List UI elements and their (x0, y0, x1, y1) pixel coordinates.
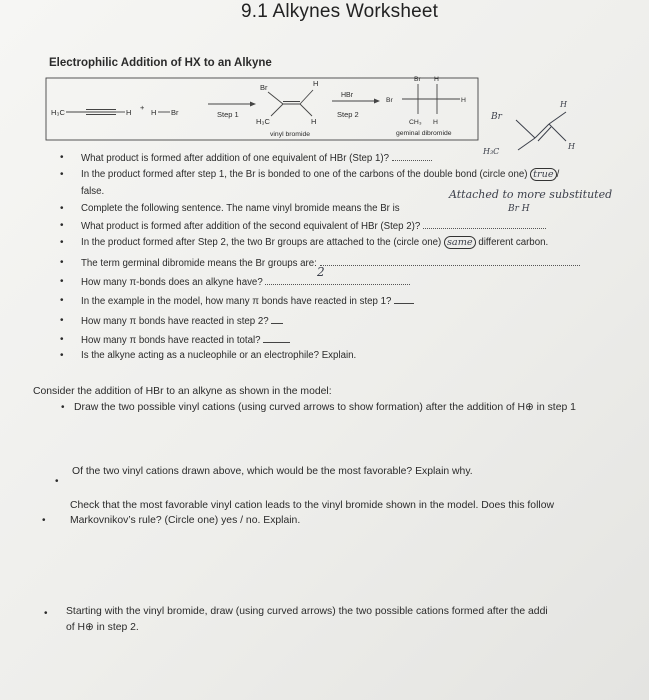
part2-question-4: Starting with the vinyl bromide, draw (using curved arrows) the two possible cations formed after the addi of H⊕ in step 2. (66, 606, 548, 633)
section-heading: Electrophilic Addition of HX to an Alkyne (49, 57, 272, 69)
answer-blank (392, 152, 432, 161)
answer-blank (271, 315, 283, 324)
svg-text:H: H (433, 119, 438, 126)
question-2: In the product formed after step 1, the Br is bonded to one of the carbons of the double bond (circle one) true / (81, 169, 560, 180)
svg-text:H: H (151, 108, 157, 117)
question-11: Is the alkyne acting as a nucleophile or an electrophile? Explain. (81, 350, 357, 361)
svg-text:Br: Br (171, 108, 179, 117)
answer-blank (394, 295, 414, 304)
bullet: • (60, 152, 64, 163)
svg-text:Step 2: Step 2 (337, 110, 359, 119)
svg-text:Br: Br (491, 112, 502, 122)
svg-text:H₃C: H₃C (483, 147, 500, 156)
svg-text:Br: Br (414, 76, 421, 83)
part2-question-2: Of the two vinyl cations drawn above, which would be the most favorable? Explain why. (72, 466, 473, 477)
handwritten-vinyl-bromide (516, 112, 566, 150)
svg-text:CH₃: CH₃ (409, 119, 422, 126)
question-6: The term germinal dibromide means the Br groups are: (81, 257, 580, 269)
bullet: • (60, 350, 64, 361)
bullet: • (61, 402, 65, 413)
question-2-cont: false. (81, 186, 105, 197)
question-9: How many π bonds have reacted in step 2? (81, 315, 283, 327)
consider-heading: Consider the addition of HBr to an alkyne as shown in the model: (33, 386, 332, 397)
answer-blank (320, 257, 580, 266)
bullet: • (60, 295, 64, 306)
svg-text:Br: Br (386, 97, 393, 104)
question-5: In the product formed after Step 2, the two Br groups are attached to the (circle one) same different carbon. (81, 237, 549, 248)
part2-question-1: Draw the two possible vinyl cations (using curved arrows to show formation) after the addition of H⊕ in step 1 (74, 402, 576, 413)
question-8: In the example in the model, how many π bonds have reacted in step 1? (81, 295, 414, 307)
answer-blank (263, 334, 290, 343)
svg-text:H: H (126, 108, 132, 117)
svg-text:H: H (560, 100, 567, 109)
svg-text:H: H (313, 79, 319, 88)
bullet: • (60, 315, 64, 326)
handwritten-attached-answer: Attached to more substituted (449, 188, 613, 201)
answer-blank (265, 276, 410, 285)
bullet: • (60, 203, 64, 214)
bullet: • (60, 169, 64, 180)
question-3: Complete the following sentence. The name vinyl bromide means the Br is (81, 203, 400, 214)
bullet: • (55, 476, 59, 487)
svg-text:vinyl bromide: vinyl bromide (270, 131, 311, 138)
svg-text:Br: Br (260, 83, 268, 92)
circled-same: same (444, 236, 476, 249)
alkyne-h3c: H₃C (51, 108, 65, 117)
bullet: • (42, 515, 46, 526)
bullet: • (60, 276, 64, 287)
handwritten-step2-sketch: Br H (508, 204, 530, 214)
svg-text:H: H (568, 142, 575, 151)
circled-true: true (530, 168, 557, 181)
question-10: How many π bonds have reacted in total? (81, 334, 290, 346)
svg-text:+: + (140, 103, 145, 112)
svg-text:HBr: HBr (341, 92, 354, 99)
question-4: What product is formed after addition of the second equivalent of HBr (Step 2)? (81, 220, 546, 232)
svg-text:H: H (311, 117, 317, 126)
svg-text:geminal dibromide: geminal dibromide (396, 130, 452, 137)
question-7: How many π-bonds does an alkyne have? (81, 276, 410, 288)
handwritten-pi-answer: 2 (317, 265, 325, 279)
svg-text:H₃C: H₃C (256, 117, 270, 126)
part2-question-3: Check that the most favorable vinyl cation leads to the vinyl bromide shown in the model. Does this follow Markovnikov’s rule? (Circle one) yes / no. Explain. (70, 500, 554, 526)
question-1: What product is formed after addition of one equivalent of HBr (Step 1)? (81, 152, 432, 164)
svg-text:H: H (434, 76, 439, 83)
page-title: 9.1 Alkynes Worksheet (241, 1, 439, 22)
answer-blank (423, 220, 546, 229)
bullet: • (60, 257, 64, 268)
svg-text:H: H (461, 97, 466, 104)
bullet: • (60, 220, 64, 231)
bullet: • (44, 608, 48, 619)
bullet: • (60, 334, 64, 345)
svg-text:Step 1: Step 1 (217, 110, 239, 119)
bullet: • (60, 237, 64, 248)
